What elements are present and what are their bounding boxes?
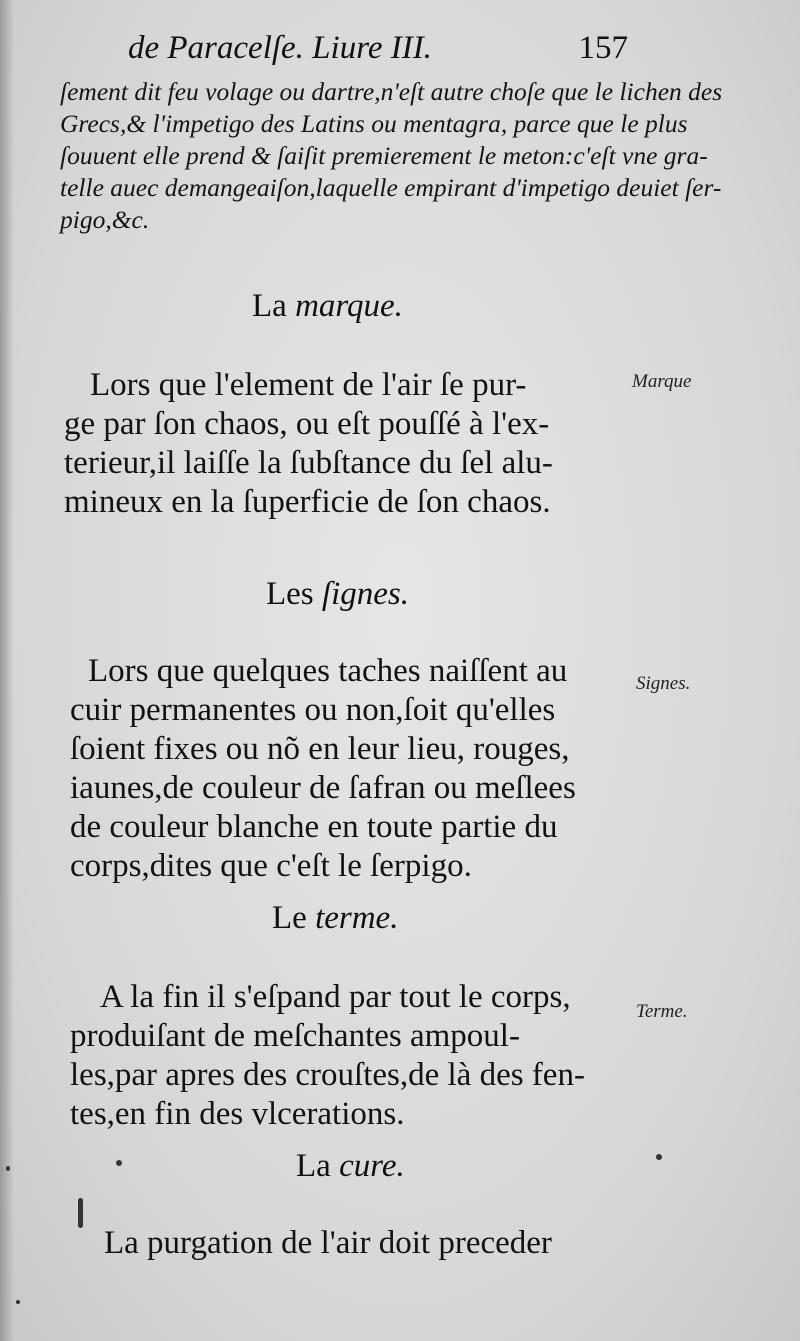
- page-number: 157: [578, 30, 628, 66]
- ink-speck: [656, 1154, 662, 1160]
- ink-speck: [6, 1166, 10, 1171]
- text-line: ge par ſon chaos, ou eſt pouſſé à l'ex-: [64, 406, 550, 442]
- text-line: mineux en la ſuperficie de ſon chaos.: [64, 484, 551, 520]
- ink-mark: [78, 1198, 83, 1228]
- text-line: telle auec demangeaiſon,laquelle empirant d'impetigo deuiet ſer-: [60, 173, 722, 202]
- text-line: de couleur blanche en toute partie du: [70, 809, 558, 845]
- text-line: Lors que l'element de l'air ſe pur-: [90, 367, 527, 403]
- text-line: les,par apres des crouſtes,de là des fen-: [70, 1057, 585, 1093]
- section-heading-cure: La cure.: [296, 1148, 405, 1184]
- paragraph-signes: [70, 652, 630, 886]
- page-gutter-shadow: [0, 0, 14, 1341]
- section-heading-terme: Le terme.: [272, 900, 399, 936]
- intro-paragraph: [60, 76, 760, 236]
- text-line: corps,dites que c'eſt le ſerpigo.: [70, 848, 472, 884]
- ink-speck: [116, 1160, 122, 1166]
- text-line: cuir permanentes ou non,ſoit qu'elles: [70, 692, 556, 728]
- text-line: Lors que quelques taches naiſſent au: [88, 653, 568, 689]
- running-head: [128, 26, 628, 70]
- text-line: ſement dit feu volage ou dartre,n'eſt autre choſe que le lichen des: [60, 77, 723, 106]
- paragraph-terme: [70, 978, 630, 1134]
- running-head-title: de Paracelſe. Liure III.: [128, 30, 432, 66]
- margin-note-terme: Terme.: [636, 1001, 688, 1022]
- text-line: ſoient fixes ou nõ en leur lieu, rouges,: [70, 731, 570, 767]
- text-line: tes,en fin des vlcerations.: [70, 1096, 405, 1132]
- paragraph-cure: [104, 1224, 664, 1263]
- text-line: La purgation de l'air doit preceder: [104, 1225, 552, 1261]
- text-line: terieur,il laiſſe la ſubſtance du ſel alu-: [64, 445, 553, 481]
- ink-speck: [16, 1300, 20, 1304]
- text-line: ſouuent elle prend & ſaiſit premierement le meton:c'eſt vne gra-: [60, 141, 708, 170]
- section-heading-signes: Les ſignes.: [266, 576, 409, 612]
- margin-note-marque: Marque: [632, 371, 692, 392]
- text-line: Grecs,& l'impetigo des Latins ou mentagra, parce que le plus: [60, 109, 688, 138]
- text-line: pigo,&c.: [60, 205, 150, 234]
- paragraph-marque: [64, 366, 624, 522]
- text-line: A la fin il s'eſpand par tout le corps,: [100, 979, 571, 1015]
- margin-note-signes: Signes.: [636, 673, 691, 694]
- text-line: produiſant de meſchantes ampoul-: [70, 1018, 520, 1054]
- text-line: iaunes,de couleur de ſafran ou meſlees: [70, 770, 576, 806]
- section-heading-marque: La marque.: [252, 288, 403, 324]
